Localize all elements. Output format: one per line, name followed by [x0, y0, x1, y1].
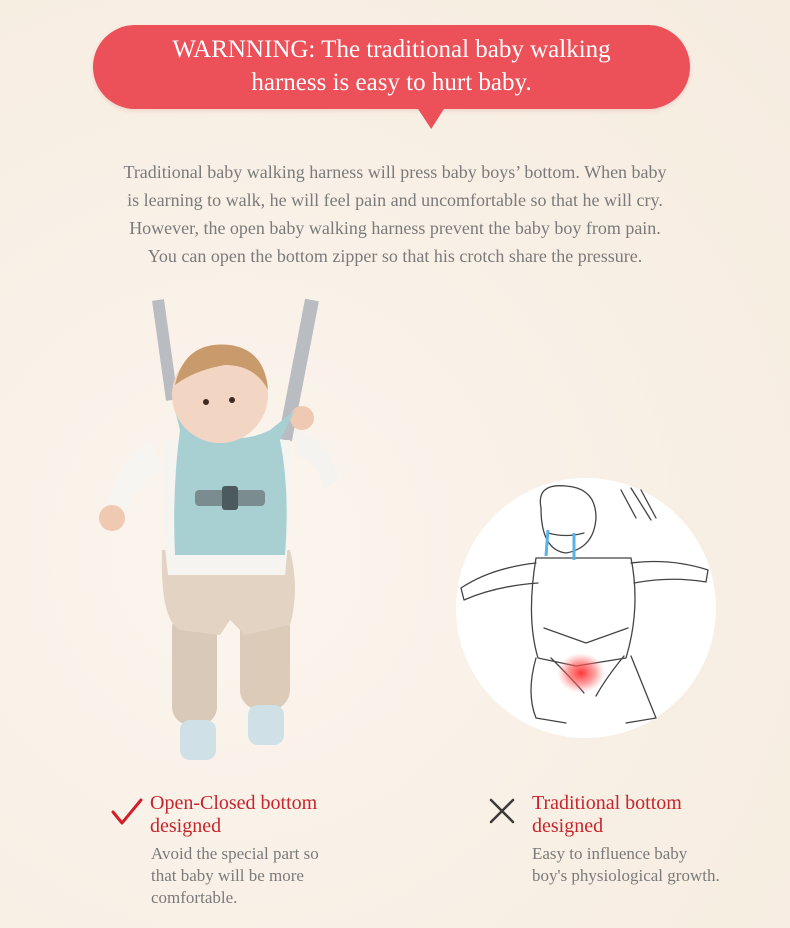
- open-closed-body-line-2: that baby will be more: [151, 866, 304, 885]
- warning-line-2: harness is easy to hurt baby.: [251, 69, 532, 96]
- cross-icon: [485, 794, 519, 828]
- warning-text: [93, 33, 690, 99]
- warning-bubble: [93, 25, 690, 109]
- traditional-title: [532, 792, 762, 838]
- traditional-harness-illustration: [456, 478, 716, 738]
- open-closed-title-line-1: Open-Closed bottom: [150, 792, 318, 814]
- description-line-1: Traditional baby walking harness will press baby boys’ bottom. When baby: [123, 162, 667, 182]
- open-closed-body-line-3: comfortable.: [151, 888, 238, 907]
- open-closed-body-line-1: Avoid the special part so: [151, 844, 319, 863]
- traditional-title-line-2: designed: [532, 815, 604, 837]
- open-closed-title-line-2: designed: [150, 815, 222, 837]
- checkmark-icon: [110, 794, 144, 828]
- traditional-body-line-1: Easy to influence baby: [532, 844, 688, 863]
- description-line-3: However, the open baby walking harness prevent the baby boy from pain.: [129, 218, 661, 238]
- description-line-4: You can open the bottom zipper so that his crotch share the pressure.: [147, 246, 643, 266]
- traditional-title-line-1: Traditional bottom: [532, 792, 682, 814]
- traditional-body-line-2: boy's physiological growth.: [532, 866, 720, 885]
- open-closed-title: [150, 792, 380, 838]
- warning-line-1: WARNNING: The traditional baby walking: [172, 36, 611, 63]
- description: [60, 158, 730, 270]
- open-closed-description: [151, 843, 371, 909]
- baby-harness-photo: [80, 290, 380, 780]
- description-line-2: is learning to walk, he will feel pain and uncomfortable so that he will cry.: [127, 190, 663, 210]
- traditional-description: [532, 843, 762, 887]
